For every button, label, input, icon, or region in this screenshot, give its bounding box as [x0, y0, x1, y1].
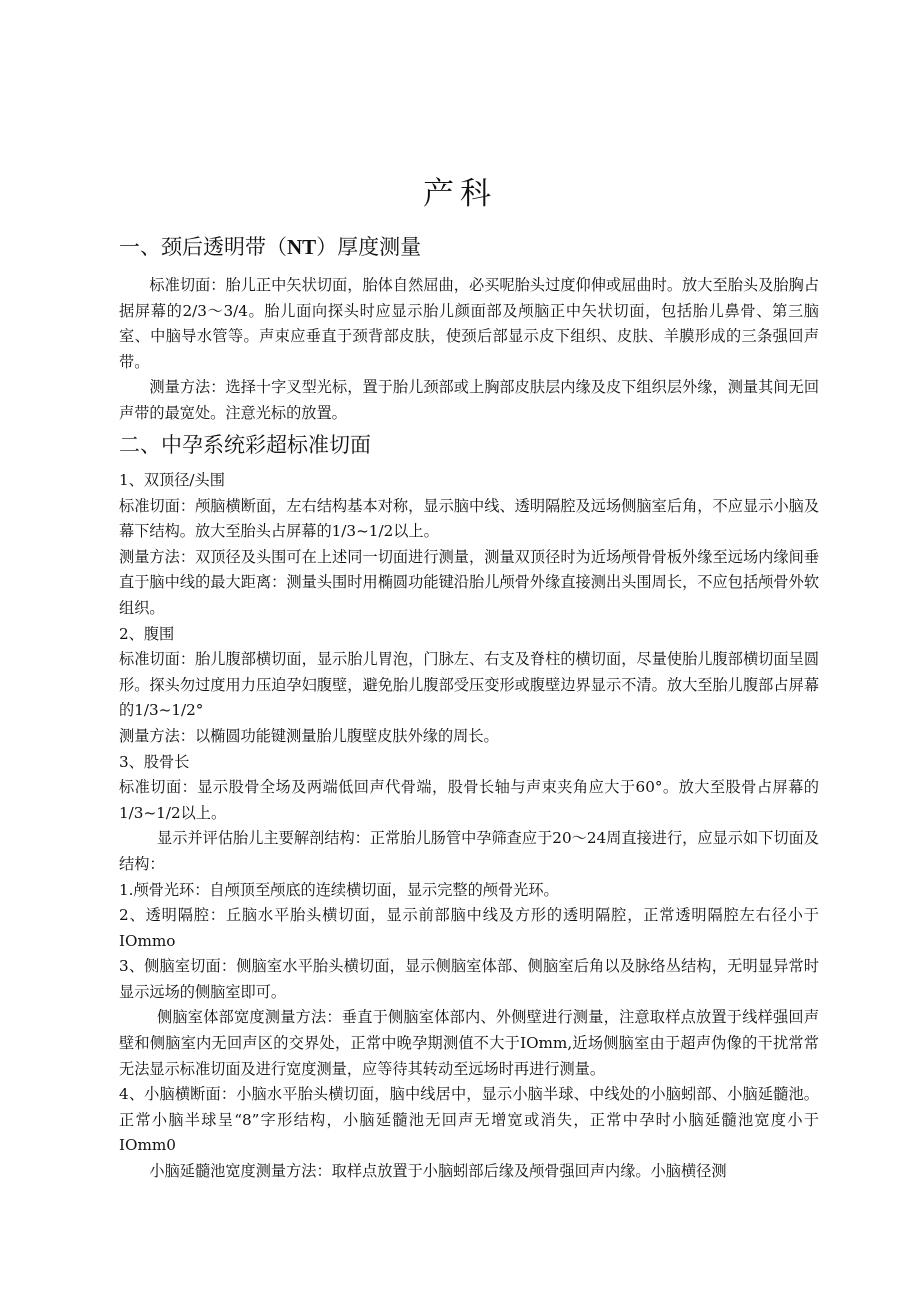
- paragraph-cerebellum: 4、小脑横断面：小脑水平胎头横切面，脑中线居中，显示小脑半球、中线处的小脑蚓部、小脑延髓池。正常小脑半球呈“8”字形结构，小脑延髓池无回声无增宽或消失，正常中孕时小脑延髓池宽度小于IOmm0: [119, 1085, 819, 1155]
- subheading-ac: 2、腹围: [119, 624, 175, 643]
- section-2-body: [119, 468, 819, 1185]
- document-title: 产科: [423, 176, 497, 212]
- section-1-paragraph-method: 测量方法：选择十字叉型光标，置于胎儿颈部或上胸部皮肤层内缘及皮下组织层外缘，测量其间无回声带的最宽处。注意光标的放置。: [119, 378, 819, 422]
- paragraph-bpd-standard: 标准切面：颅脑横断面，左右结构基本对称，显示脑中线、透明隔腔及远场侧脑室后角，不应显示小脑及幕下结构。放大至胎头占屏幕的1/3~1/2以上。: [119, 496, 819, 541]
- subheading-fl: 3、股骨长: [119, 752, 190, 771]
- paragraph-cavum-septum: 2、透明隔腔：丘脑水平胎头横切面，显示前部脑中线及方形的透明隔腔，正常透明隔腔左右径小于IOmmo: [119, 906, 819, 950]
- section-1-heading-suffix: ）厚度测量: [316, 235, 422, 259]
- paragraph-ac-method: 测量方法：以椭圆功能键测量胎儿腹壁皮肤外缘的周长。: [119, 726, 499, 745]
- paragraph-lateral-ventricle: 3、侧脑室切面：侧脑室水平胎头横切面，显示侧脑室体部、侧脑室后角以及脉络丛结构，无明显异常时显示远场的侧脑室即可。: [119, 957, 819, 1001]
- paragraph-fl-standard: 标准切面：显示股骨全场及两端低回声代骨端，股骨长轴与声束夹角应大于60°。放大至股骨占屏幕的1/3~1/2以上。: [119, 778, 819, 822]
- subheading-bpd-hc: 1、双顶径/头围: [119, 471, 225, 489]
- paragraph-bpd-method: 测量方法：双顶径及头围可在上述同一切面进行测量，测量双顶径时为近场颅骨骨板外缘至远场内缘间垂直于脑中线的最大距离：测量头围时用椭圆功能键沿胎儿颅骨外缘直接测出头围周长，不应包括颅骨外软组织。: [119, 547, 819, 617]
- section-2-heading: 二、中孕系统彩超标准切面: [119, 433, 371, 457]
- paragraph-ac-standard: 标准切面：胎儿腹部横切面，显示胎儿胃泡，门脉左、右支及脊柱的横切面，尽量使胎儿腹部横切面呈圆形。探头勿过度用力压迫孕妇腹壁，避免胎儿腹部受压变形或腹壁边界显示不清。放大至胎儿腹部占屏幕的1/3~1/2°: [119, 650, 819, 720]
- section-1-heading-nt: NT: [287, 235, 317, 259]
- section-1-heading: [119, 232, 421, 262]
- section-1-heading-prefix: 一、颈后透明带（: [119, 235, 287, 259]
- paragraph-skull-ring: 1.颅骨光环：自颅顶至颅底的连续横切面，显示完整的颅骨光环。: [119, 880, 559, 899]
- section-1-body: [119, 273, 819, 427]
- paragraph-cisterna-magna-method: 小脑延髓池宽度测量方法：取样点放置于小脑蚓部后缘及颅骨强回声内缘。小脑横径测: [149, 1162, 727, 1181]
- paragraph-ventricle-method: 侧脑室体部宽度测量方法：垂直于侧脑室体部内、外侧壁进行测量，注意取样点放置于线样强回声壁和侧脑室内无回声区的交界处，正常中晚孕期测值不大于IOmm,近场侧脑室由于超声伪像的干扰常常无法显示标准切面及进行宽度测量，应等待其转动至远场时再进行测量。: [119, 1008, 819, 1078]
- section-1-paragraph-standard: 标准切面：胎儿正中矢状切面，胎体自然屈曲，必买呢胎头过度仰伸或屈曲时。放大至胎头及胎胸占据屏幕的2/3～3/4。胎儿面向探头时应显示胎儿颜面部及颅脑正中矢状切面，包括胎儿鼻骨、第三脑室、中脑导水管等。声束应垂直于颈背部皮肤，使颈后部显示皮下组织、皮肤、羊膜形成的三条强回声带。: [119, 276, 819, 371]
- paragraph-anatomy-intro: 显示并评估胎儿主要解剖结构：正常胎儿肠管中孕筛查应于20～24周直接进行，应显示如下切面及结构：: [119, 829, 819, 873]
